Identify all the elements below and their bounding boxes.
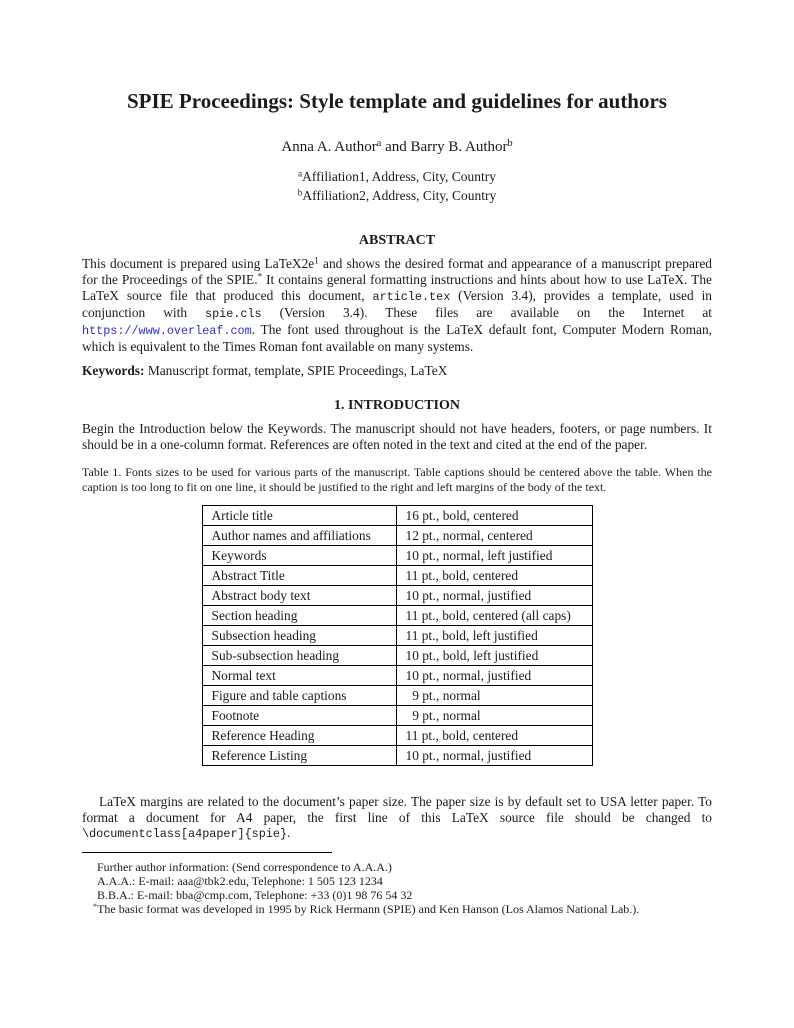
table-row bbox=[202, 646, 592, 666]
table-row bbox=[202, 666, 592, 686]
hyperlink[interactable]: https://www.overleaf.com bbox=[82, 324, 252, 338]
table-cell-item: Keywords bbox=[202, 546, 396, 566]
footnote-email-bba: B.B.A.: E-mail: bba@cmp.com, Telephone: +33 (0)1 98 76 54 32 bbox=[97, 887, 413, 902]
keywords-text: Manuscript format, template, SPIE Proceedings, LaTeX bbox=[144, 363, 448, 378]
table-cell-item: Reference Listing bbox=[202, 746, 396, 766]
table-row bbox=[202, 726, 592, 746]
table-cell-spec: 10 pt., bold, left justified bbox=[396, 646, 592, 666]
table-row bbox=[202, 566, 592, 586]
table-cell-item: Author names and affiliations bbox=[202, 526, 396, 546]
keywords-label: Keywords: bbox=[82, 363, 145, 378]
table-cell-item: Normal text bbox=[202, 666, 396, 686]
footnote-author-info: Further author information: (Send correspondence to A.A.A.) bbox=[97, 860, 392, 875]
table-cell-spec: 10 pt., normal, left justified bbox=[396, 546, 592, 566]
table-row bbox=[202, 526, 592, 546]
affiliations-block bbox=[82, 168, 712, 205]
introduction-paragraph: Begin the Introduction below the Keywords. The manuscript should not have headers, footers, or page numbers. It should be in a one-column format. References are often noted in the text and cited at the end of the paper. bbox=[82, 421, 712, 452]
table-cell-item: Subsection heading bbox=[202, 626, 396, 646]
keywords-line bbox=[82, 363, 712, 379]
table-cell-spec: 10 pt., normal, justified bbox=[396, 666, 592, 686]
table-row bbox=[202, 706, 592, 726]
table-row bbox=[202, 506, 592, 526]
table-cell-spec: 9 pt., normal bbox=[396, 706, 592, 726]
table-cell-item: Reference Heading bbox=[202, 726, 396, 746]
table-row bbox=[202, 686, 592, 706]
section-heading-introduction: 1. INTRODUCTION bbox=[333, 398, 460, 413]
article-title: SPIE Proceedings: Style template and guidelines for authors bbox=[127, 89, 667, 113]
footnote-starred: *The basic format was developed in 1995 by Rick Hermann (SPIE) and Ken Hanson (Los Alamos National Lab.). bbox=[93, 901, 640, 916]
table-cell-spec: 12 pt., normal, centered bbox=[396, 526, 592, 546]
table-cell-item: Section heading bbox=[202, 606, 396, 626]
table-row bbox=[202, 626, 592, 646]
footnotes-block bbox=[82, 861, 712, 917]
table-cell-item: Abstract Title bbox=[202, 566, 396, 586]
table-cell-spec: 11 pt., bold, centered (all caps) bbox=[396, 606, 592, 626]
table-cell-spec: 9 pt., normal bbox=[396, 686, 592, 706]
table-cell-spec: 11 pt., bold, centered bbox=[396, 566, 592, 586]
table-cell-spec: 11 pt., bold, left justified bbox=[396, 626, 592, 646]
affiliation-line-1: $^a$Affiliation1, Address, City, Country bbox=[298, 168, 496, 184]
abstract-body: This document is prepared using $LaTeX2e^1$ and shows the desired format and appearance of a manuscript prepared for the Proceedings of the SPIE.* It contains general formatting instructions and hints about how to use LaTeX. The LaTeX source file that produced this document, article.tex (Version 3.4), provides a template, used in conjunction with spie.cls (Version 3.4). These files are available on the Internet at https://www.overleaf.com. The font used throughout is the LaTeX default font, Computer Modern Roman, which is equivalent to the Times Roman font available on many systems. bbox=[82, 255, 713, 354]
affiliation-line-2: $^b$Affiliation2, Address, City, Country bbox=[297, 186, 497, 203]
margins-paragraph: LaTeX margins are related to the document’s paper size. The paper size is by default set to USA letter paper. To format a document for A4 paper, the first line of this LaTeX source file should be changed to \documentclass[a4paper]{spie}. bbox=[82, 794, 712, 842]
table-cell-spec: 11 pt., bold, centered bbox=[396, 726, 592, 746]
table-cell-item: Figure and table captions bbox=[202, 686, 396, 706]
footnote-rule bbox=[82, 852, 332, 853]
table-cell-item: Sub-subsection heading bbox=[202, 646, 396, 666]
table-caption: Table 1. Fonts sizes to be used for various parts of the manuscript. Table captions should be centered above the table. When the caption is too long to fit on one line, it should be justified to the right and left margins of the body of the text. bbox=[82, 465, 712, 494]
table-cell-spec: 10 pt., normal, justified bbox=[396, 746, 592, 766]
table-cell-item: Footnote bbox=[202, 706, 396, 726]
table-cell-spec: 10 pt., normal, justified bbox=[396, 586, 592, 606]
table-cell-item: Abstract body text bbox=[202, 586, 396, 606]
table-row bbox=[202, 746, 592, 766]
author-line: Anna A. Author$^a$ and Barry B. Author$^b$ bbox=[281, 137, 513, 155]
table-row bbox=[202, 546, 592, 566]
table-row bbox=[202, 586, 592, 606]
table-cell-spec: 16 pt., bold, centered bbox=[396, 506, 592, 526]
abstract-heading: ABSTRACT bbox=[358, 233, 436, 248]
table-cell-item: Article title bbox=[202, 506, 396, 526]
footnote-email-aaa: A.A.A.: E-mail: aaa@tbk2.edu, Telephone: 1 505 123 1234 bbox=[97, 874, 383, 889]
table-row bbox=[202, 606, 592, 626]
font-size-table bbox=[202, 505, 593, 766]
